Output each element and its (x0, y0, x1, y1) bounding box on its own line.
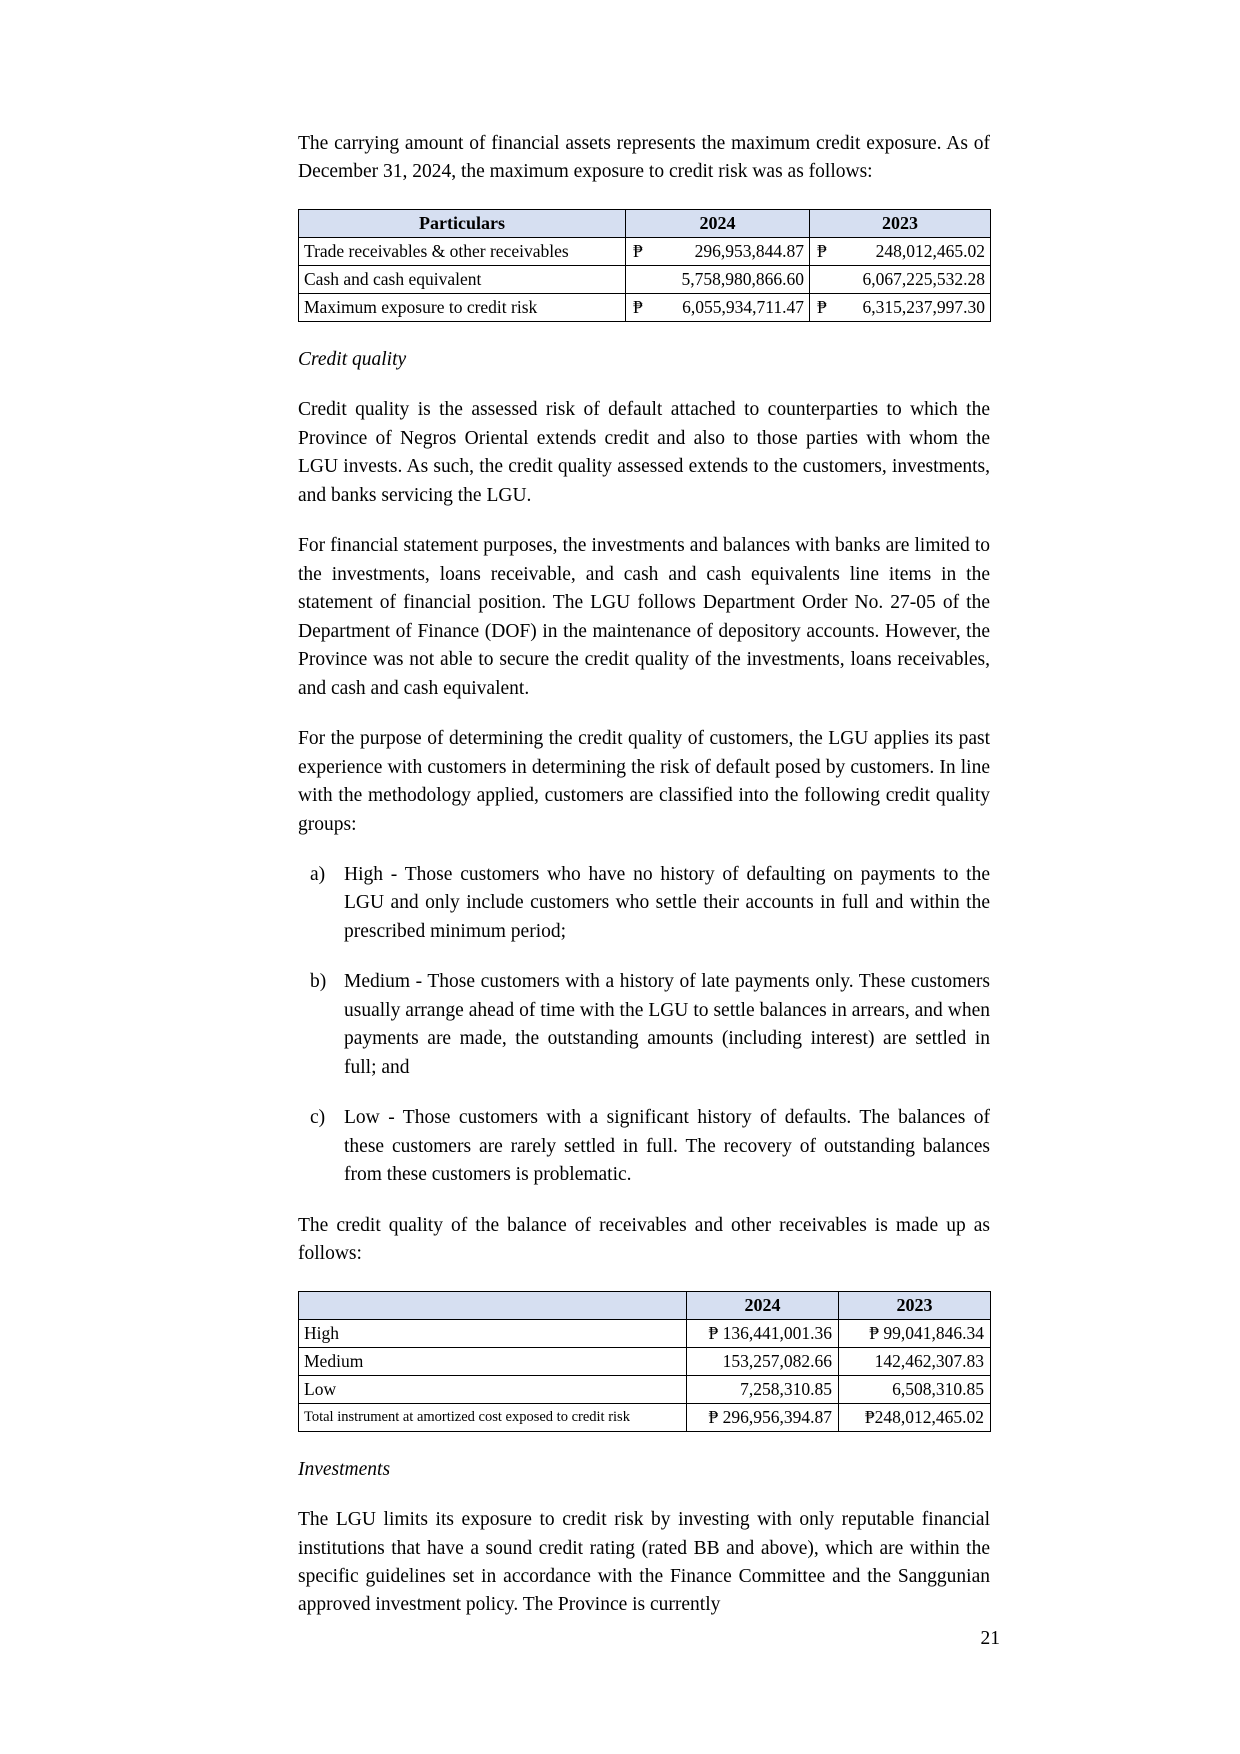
credit-quality-paragraph-1: Credit quality is the assessed risk of default attached to counterparties to which the Province of Negros Oriental extends credit and also to those parties with whom the LGU invests. As such, the credit quality assessed extends to the customers, investments, and banks servicing the LGU. (298, 399, 990, 506)
max-exposure-table-body (299, 237, 991, 321)
page-number: 21 (980, 1628, 1000, 1649)
credit-quality-table-body (299, 1319, 991, 1431)
row-value-2023 (810, 265, 991, 293)
row-value-2024 (626, 237, 810, 265)
row-value-2023: 6,508,310.85 (839, 1375, 991, 1403)
column-header-2024: 2024 (626, 209, 810, 237)
column-header-2024: 2024 (687, 1291, 839, 1319)
row-value-2023: ₱ 99,041,846.34 (839, 1319, 991, 1347)
max-exposure-table-head (299, 209, 991, 237)
row-value-2024 (626, 265, 810, 293)
row-label: Maximum exposure to credit risk (299, 293, 626, 321)
receivables-intro-paragraph: The credit quality of the balance of receivables and other receivables is made up as follows: (298, 1214, 990, 1265)
currency-symbol: ₱ (633, 240, 643, 261)
row-value-2023 (810, 293, 991, 321)
table-total-row (299, 293, 991, 321)
table-header-row (299, 1291, 991, 1319)
currency-symbol: ₱ (633, 296, 643, 317)
table-total-row (299, 1403, 991, 1431)
amount: 6,315,237,997.30 (862, 296, 985, 317)
currency-symbol: ₱ (817, 240, 827, 261)
table-row (299, 1319, 991, 1347)
list-item-text: Low - Those customers with a significant history of defaults. The balances of these customers are rarely settled in full. The recovery of outstanding balances from these customers is problematic. (344, 1107, 990, 1186)
amount: 6,055,934,711.47 (682, 296, 804, 317)
page-content (298, 130, 990, 1642)
credit-quality-table (298, 1291, 991, 1432)
table-row (299, 237, 991, 265)
list-marker: a) (310, 863, 326, 885)
row-value-2024 (626, 293, 810, 321)
credit-quality-paragraph-2: For financial statement purposes, the investments and balances with banks are limited to the investments, loans receivable, and cash and cash equivalents line items in the statement of financial position. The LGU follows Department Order No. 27-05 of the Department of Finance (DOF) in the maintenance of depository accounts. However, the Province was not able to secure the credit quality of the investments, loans receivables, and cash and cash equivalent. (298, 535, 990, 699)
row-value-2023: ₱248,012,465.02 (839, 1403, 991, 1431)
column-header-particulars: Particulars (299, 209, 626, 237)
amount: 5,758,980,866.60 (681, 268, 804, 289)
intro-paragraph: The carrying amount of financial assets represents the maximum credit exposure. As of December 31, 2024, the maximum exposure to credit risk was as follows: (298, 133, 990, 183)
section-heading-credit-quality: Credit quality (298, 348, 407, 370)
table-header-row (299, 209, 991, 237)
amount: 248,012,465.02 (875, 240, 985, 261)
row-label: Total instrument at amortized cost exposed to credit risk (299, 1403, 687, 1431)
credit-quality-paragraph-3: For the purpose of determining the credit quality of customers, the LGU applies its past experience with customers in determining the risk of default posed by customers. In line with the methodology applied, customers are classified into the following credit quality groups: (298, 728, 990, 835)
list-marker: b) (310, 971, 327, 993)
list-item-text: High - Those customers who have no history of defaulting on payments to the LGU and only include customers who settle their accounts in full and within the prescribed minimum period; (344, 863, 990, 942)
section-heading-investments: Investments (298, 1458, 391, 1480)
column-header-2023: 2023 (810, 209, 991, 237)
table-row (299, 265, 991, 293)
max-exposure-table (298, 209, 991, 322)
row-label: Medium (299, 1347, 687, 1375)
table-row (299, 1375, 991, 1403)
table-row (299, 1347, 991, 1375)
list-item-text: Medium - Those customers with a history of late payments only. These customers usually arrange ahead of time with the LGU to settle balances in arrears, and when payments are made, the outstanding amounts (including interest) are settled in full; and (344, 971, 990, 1078)
row-value-2023 (810, 237, 991, 265)
row-value-2023: 142,462,307.83 (839, 1347, 991, 1375)
list-item (298, 968, 990, 1082)
row-label: High (299, 1319, 687, 1347)
list-item (298, 861, 990, 946)
credit-quality-table-head (299, 1291, 991, 1319)
amount: 296,953,844.87 (694, 240, 804, 261)
row-value-2024: 153,257,082.66 (687, 1347, 839, 1375)
row-label: Low (299, 1375, 687, 1403)
row-value-2024: ₱ 136,441,001.36 (687, 1319, 839, 1347)
row-value-2024: 7,258,310.85 (687, 1375, 839, 1403)
list-marker: c) (310, 1107, 326, 1129)
row-value-2024: ₱ 296,956,394.87 (687, 1403, 839, 1431)
row-label: Cash and cash equivalent (299, 265, 626, 293)
column-header-blank (299, 1291, 687, 1319)
list-item (298, 1104, 990, 1189)
column-header-2023: 2023 (839, 1291, 991, 1319)
row-label: Trade receivables & other receivables (299, 237, 626, 265)
currency-symbol: ₱ (817, 296, 827, 317)
investments-paragraph-1: The LGU limits its exposure to credit risk by investing with only reputable financial institutions that have a sound credit rating (rated BB and above), which are within the specific guidelines set in accordance with the Finance Committee and the Sanggunian approved investment policy. The Province is currently (298, 1509, 990, 1616)
credit-quality-groups-list (298, 861, 990, 1190)
amount: 6,067,225,532.28 (862, 268, 985, 289)
